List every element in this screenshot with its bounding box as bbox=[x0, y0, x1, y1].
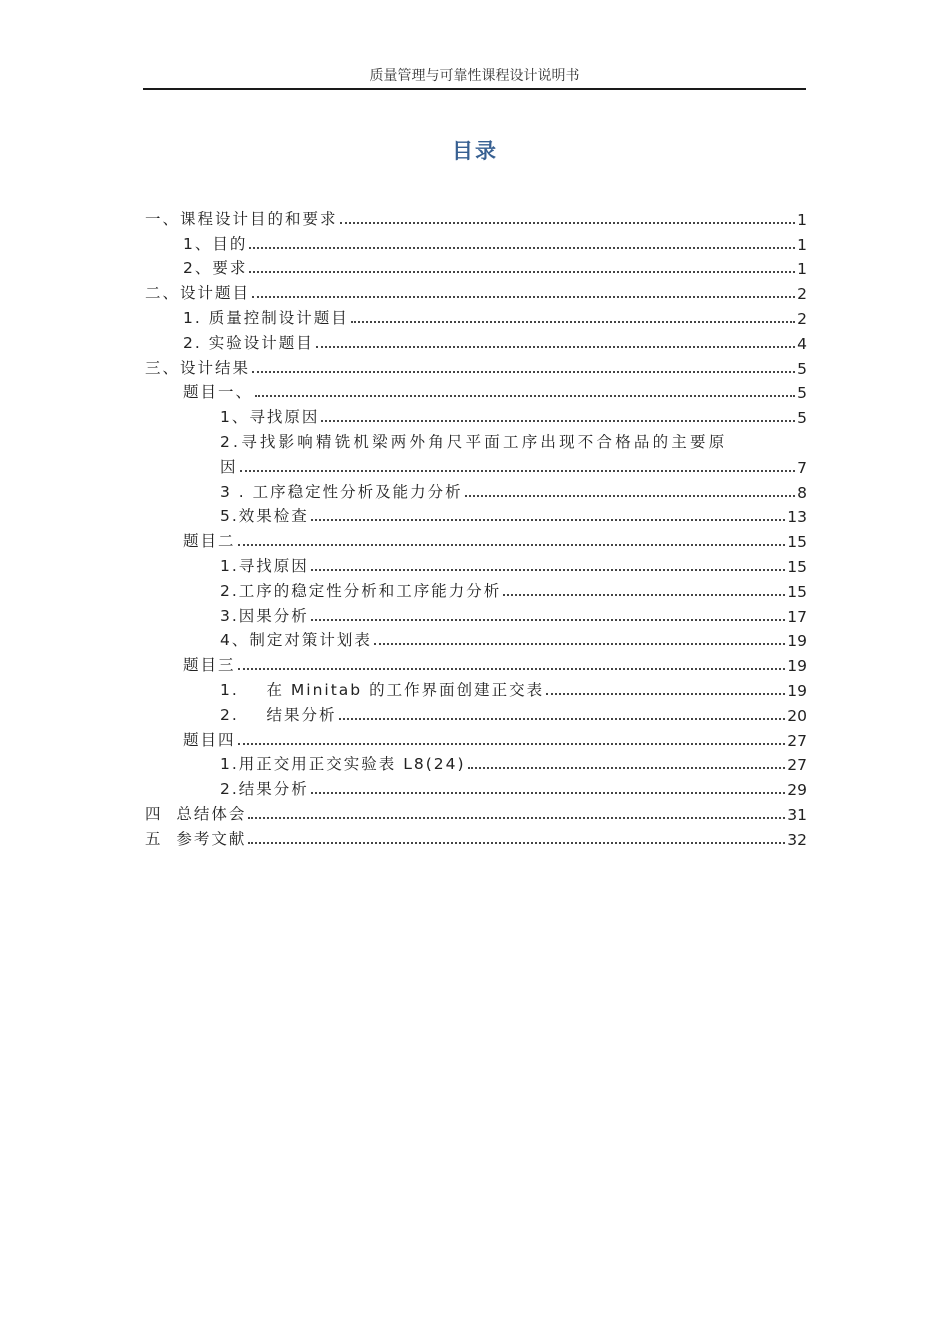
page-number: 19 bbox=[787, 632, 807, 651]
toc-entry-topic-three[interactable]: 题目三 19 bbox=[183, 656, 807, 676]
dot-leader bbox=[316, 346, 795, 348]
toc-entry-topic-four[interactable]: 题目四 27 bbox=[183, 730, 807, 750]
dot-leader bbox=[238, 743, 786, 745]
toc-entry-summary[interactable]: 四 总结体会 31 bbox=[145, 804, 807, 824]
dot-leader bbox=[351, 321, 795, 323]
page-number: 2 bbox=[797, 309, 807, 328]
toc-entry-result-analysis-2[interactable]: 2.结果分析 29 bbox=[220, 780, 807, 800]
toc-entry-purpose[interactable]: 1、目的 1 bbox=[183, 234, 807, 254]
dot-leader bbox=[252, 296, 795, 298]
toc-entry-quality-control-topic[interactable]: 1. 质量控制设计题目 2 bbox=[183, 308, 807, 328]
dot-leader bbox=[340, 222, 796, 224]
dot-leader bbox=[311, 519, 785, 521]
dot-leader bbox=[249, 271, 795, 273]
page-header: 质量管理与可靠性课程设计说明书 bbox=[143, 64, 806, 90]
toc-entry-main-causes-line1[interactable]: 2.寻找影响精铣机梁两外角尺平面工序出现不合格品的主要原 bbox=[220, 432, 728, 451]
page-number: 5 bbox=[797, 409, 807, 428]
dot-leader bbox=[339, 718, 786, 720]
dot-leader bbox=[249, 247, 795, 249]
toc-entry-countermeasure-plan[interactable]: 4、制定对策计划表 19 bbox=[220, 631, 807, 651]
dot-leader bbox=[238, 668, 786, 670]
toc-entry-minitab-orthogonal[interactable]: 1. 在 Minitab 的工作界面创建正交表 19 bbox=[220, 680, 807, 700]
toc-entry-result-analysis[interactable]: 2. 结果分析 20 bbox=[220, 705, 807, 725]
dot-leader bbox=[374, 643, 785, 645]
toc-entry-orthogonal-l8[interactable]: 1.用正交用正交实验表 L8(24) 27 bbox=[220, 755, 807, 775]
page-number: 1 bbox=[797, 210, 807, 229]
page-number: 7 bbox=[797, 458, 807, 477]
toc-entry-references[interactable]: 五 参考文献 32 bbox=[145, 829, 807, 849]
dot-leader bbox=[311, 792, 785, 794]
page-number: 15 bbox=[787, 557, 807, 576]
dot-leader bbox=[255, 395, 795, 397]
toc-entry-cause-effect[interactable]: 3.因果分析 17 bbox=[220, 606, 807, 626]
page-number: 31 bbox=[787, 805, 807, 824]
toc-entry-main-causes-line2[interactable]: 因 7 bbox=[220, 457, 807, 477]
dot-leader bbox=[503, 594, 785, 596]
dot-leader bbox=[240, 470, 796, 472]
table-of-contents bbox=[145, 204, 807, 849]
page-number: 2 bbox=[797, 285, 807, 304]
dot-leader bbox=[311, 619, 785, 621]
page-number: 19 bbox=[787, 657, 807, 676]
toc-entry-design-results[interactable]: 三、设计结果 5 bbox=[145, 358, 807, 378]
toc-entry-requirements[interactable]: 2、要求 1 bbox=[183, 259, 807, 279]
page-number: 32 bbox=[787, 830, 807, 849]
toc-entry-topic-one[interactable]: 题目一、 5 bbox=[183, 383, 807, 403]
page-number: 20 bbox=[787, 706, 807, 725]
toc-title: 目录 bbox=[452, 139, 498, 163]
dot-leader bbox=[238, 544, 786, 546]
page-number: 27 bbox=[787, 731, 807, 750]
page-number: 17 bbox=[787, 607, 807, 626]
page-number: 4 bbox=[797, 334, 807, 353]
toc-entry-find-causes[interactable]: 1、寻找原因 5 bbox=[220, 408, 807, 428]
dot-leader bbox=[311, 569, 785, 571]
page-number: 19 bbox=[787, 681, 807, 700]
toc-entry-design-topics[interactable]: 二、设计题目 2 bbox=[145, 284, 807, 304]
toc-entry-find-causes-2[interactable]: 1.寻找原因 15 bbox=[220, 556, 807, 576]
page-number: 15 bbox=[787, 533, 807, 552]
toc-entry-experiment-topic[interactable]: 2. 实验设计题目 4 bbox=[183, 333, 807, 353]
toc-entry-course-goals[interactable]: 一、课程设计目的和要求 1 bbox=[145, 209, 807, 229]
toc-entry-effect-check[interactable]: 5.效果检查 13 bbox=[220, 507, 807, 527]
page-number: 5 bbox=[797, 384, 807, 403]
page-number: 5 bbox=[797, 359, 807, 378]
page-number: 27 bbox=[787, 756, 807, 775]
dot-leader bbox=[465, 495, 795, 497]
toc-entry-topic-two[interactable]: 题目二 15 bbox=[183, 532, 807, 552]
page-number: 1 bbox=[797, 235, 807, 254]
dot-leader bbox=[321, 420, 795, 422]
page-number: 29 bbox=[787, 781, 807, 800]
dot-leader bbox=[248, 817, 785, 819]
page-number: 8 bbox=[797, 483, 807, 502]
toc-entry-stability-analysis[interactable]: 3 . 工序稳定性分析及能力分析 8 bbox=[220, 482, 807, 502]
dot-leader bbox=[546, 693, 785, 695]
page-number: 1 bbox=[797, 260, 807, 279]
dot-leader bbox=[252, 371, 795, 373]
toc-entry-process-capability[interactable]: 2.工序的稳定性分析和工序能力分析 15 bbox=[220, 581, 807, 601]
page-number: 13 bbox=[787, 508, 807, 527]
dot-leader bbox=[468, 767, 786, 769]
page-number: 15 bbox=[787, 582, 807, 601]
dot-leader bbox=[248, 842, 785, 844]
